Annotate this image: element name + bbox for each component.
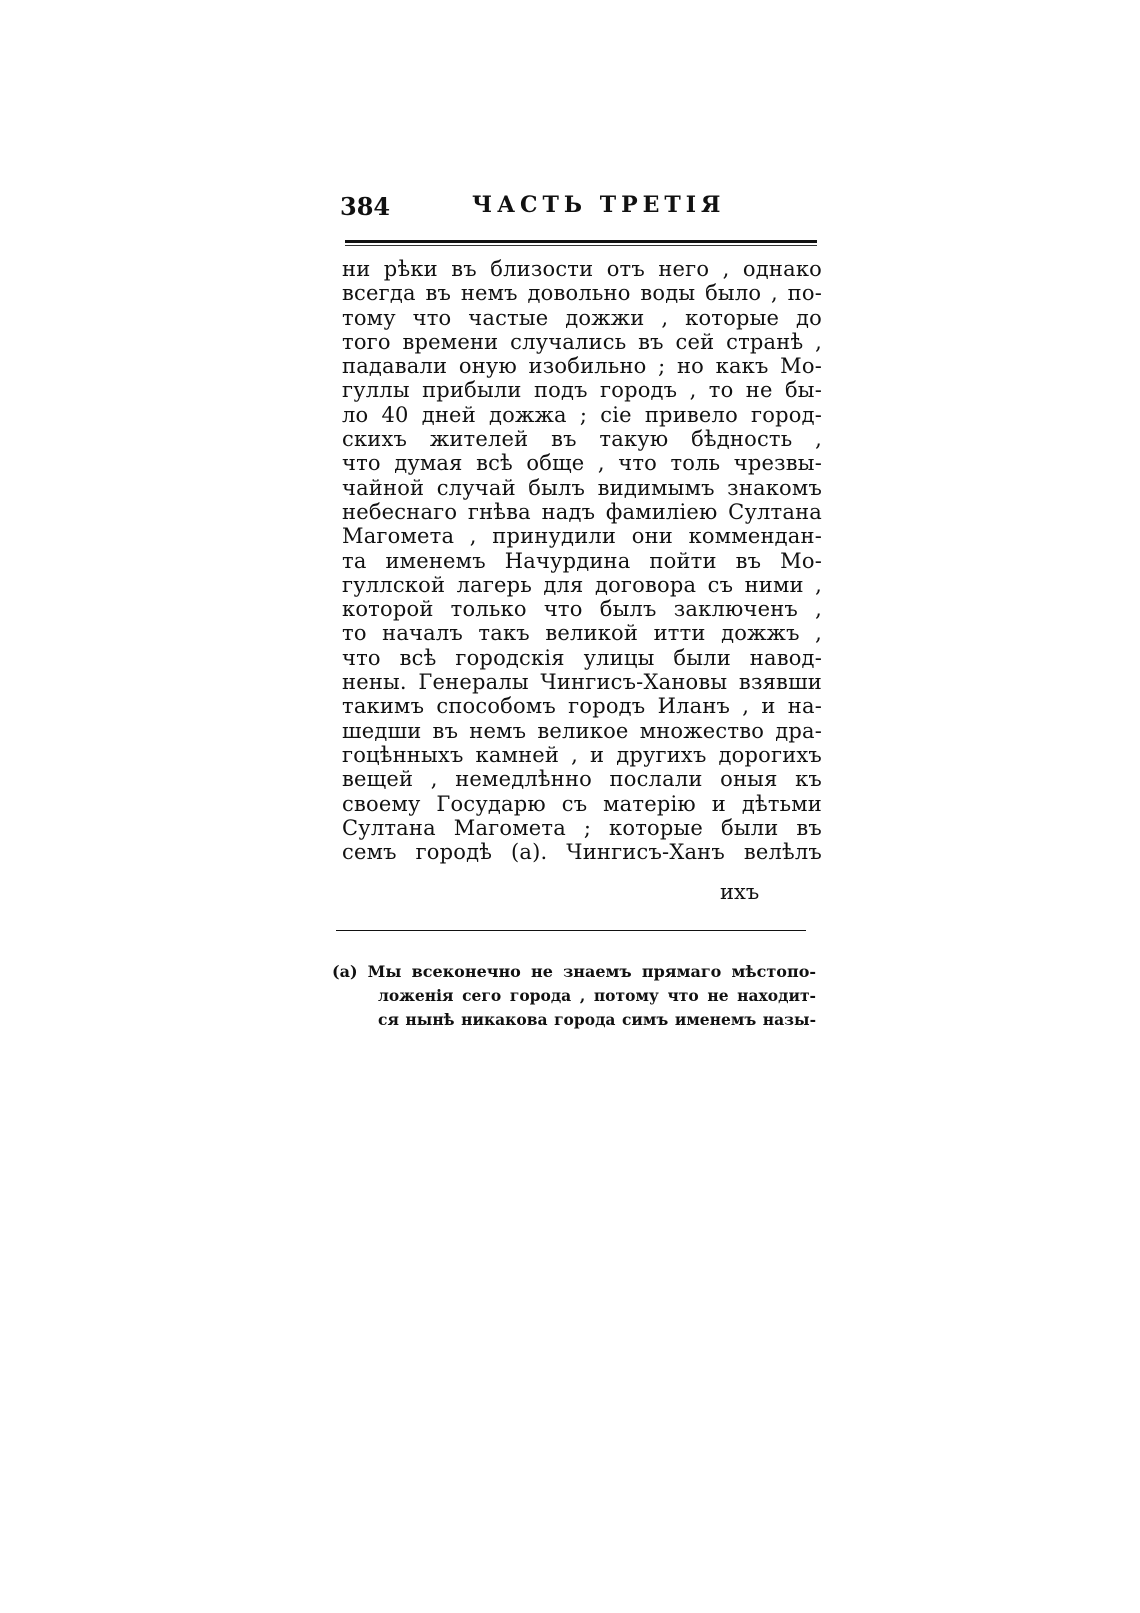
text-line: тому что частые дожжи , которые до (342, 305, 822, 330)
text-line: вещей , немедлѣнно послали оныя къ (342, 767, 822, 792)
page-number: 384 (340, 192, 391, 221)
text-line: того времени случались въ сей странѣ , (342, 329, 822, 354)
text-line: что думая всѣ обще , что толь чрезвы- (342, 451, 822, 476)
text-line: Магомета , принудили они коммендан- (342, 524, 822, 549)
text-line: чайной случай былъ видимымъ знакомъ (342, 475, 822, 500)
text-line: скихъ жителей въ такую бѣдность , (342, 427, 822, 452)
text-line: гоцѣнныхъ камней , и другихъ дорогихъ (342, 742, 822, 767)
text-line: ни рѣки въ близости отъ него , однако (342, 257, 822, 281)
footnote-line: (а) Мы всеконечно не знаемъ прямаго мѣстопо- (332, 962, 816, 981)
text-line: что всѣ городскія улицы были навод- (342, 645, 822, 670)
text-line: гуллской лагерь для договора съ ними , (342, 572, 822, 597)
page-header (340, 188, 816, 228)
footnote-rule (336, 930, 806, 931)
body-text (342, 257, 822, 864)
text-line: такимъ способомъ городъ Иланъ , и на- (342, 694, 822, 719)
footnote-line: ся нынѣ никакова города симъ именемъ назы- (378, 1010, 816, 1029)
text-line: ло 40 дней дожжа ; сіе привело город- (342, 402, 822, 427)
footnote (332, 960, 816, 1032)
text-line: небеснаго гнѣва надъ фамиліею Султана (342, 499, 822, 524)
text-line: нены. Генералы Чингисъ-Хановы взявши (342, 670, 822, 695)
text-line: гуллы прибыли подъ городъ , то не бы- (342, 378, 822, 403)
footnote-line: ложенія сего города , потому что не находит- (378, 986, 816, 1005)
text-line: семъ городѣ (а). Чингисъ-Ханъ велѣлъ (342, 840, 822, 865)
header-rule (345, 240, 817, 243)
catchword: ихъ (720, 880, 760, 904)
text-line: Султана Магомета ; которые были въ (342, 815, 822, 840)
running-head: ЧАСТЬ ТРЕТІЯ (472, 192, 726, 218)
text-line: всегда въ немъ довольно воды было , по- (342, 281, 822, 306)
text-line: падавали оную изобильно ; но какъ Мо- (342, 354, 822, 379)
text-line: та именемъ Начурдина пойти въ Мо- (342, 548, 822, 573)
text-line: своему Государю съ матерію и дѣтьми (342, 791, 822, 816)
text-line: которой только что былъ заключенъ , (342, 597, 822, 622)
text-line: то началъ такъ великой итти дожжъ , (342, 621, 822, 646)
text-line: шедши въ немъ великое множество дра- (342, 718, 822, 743)
